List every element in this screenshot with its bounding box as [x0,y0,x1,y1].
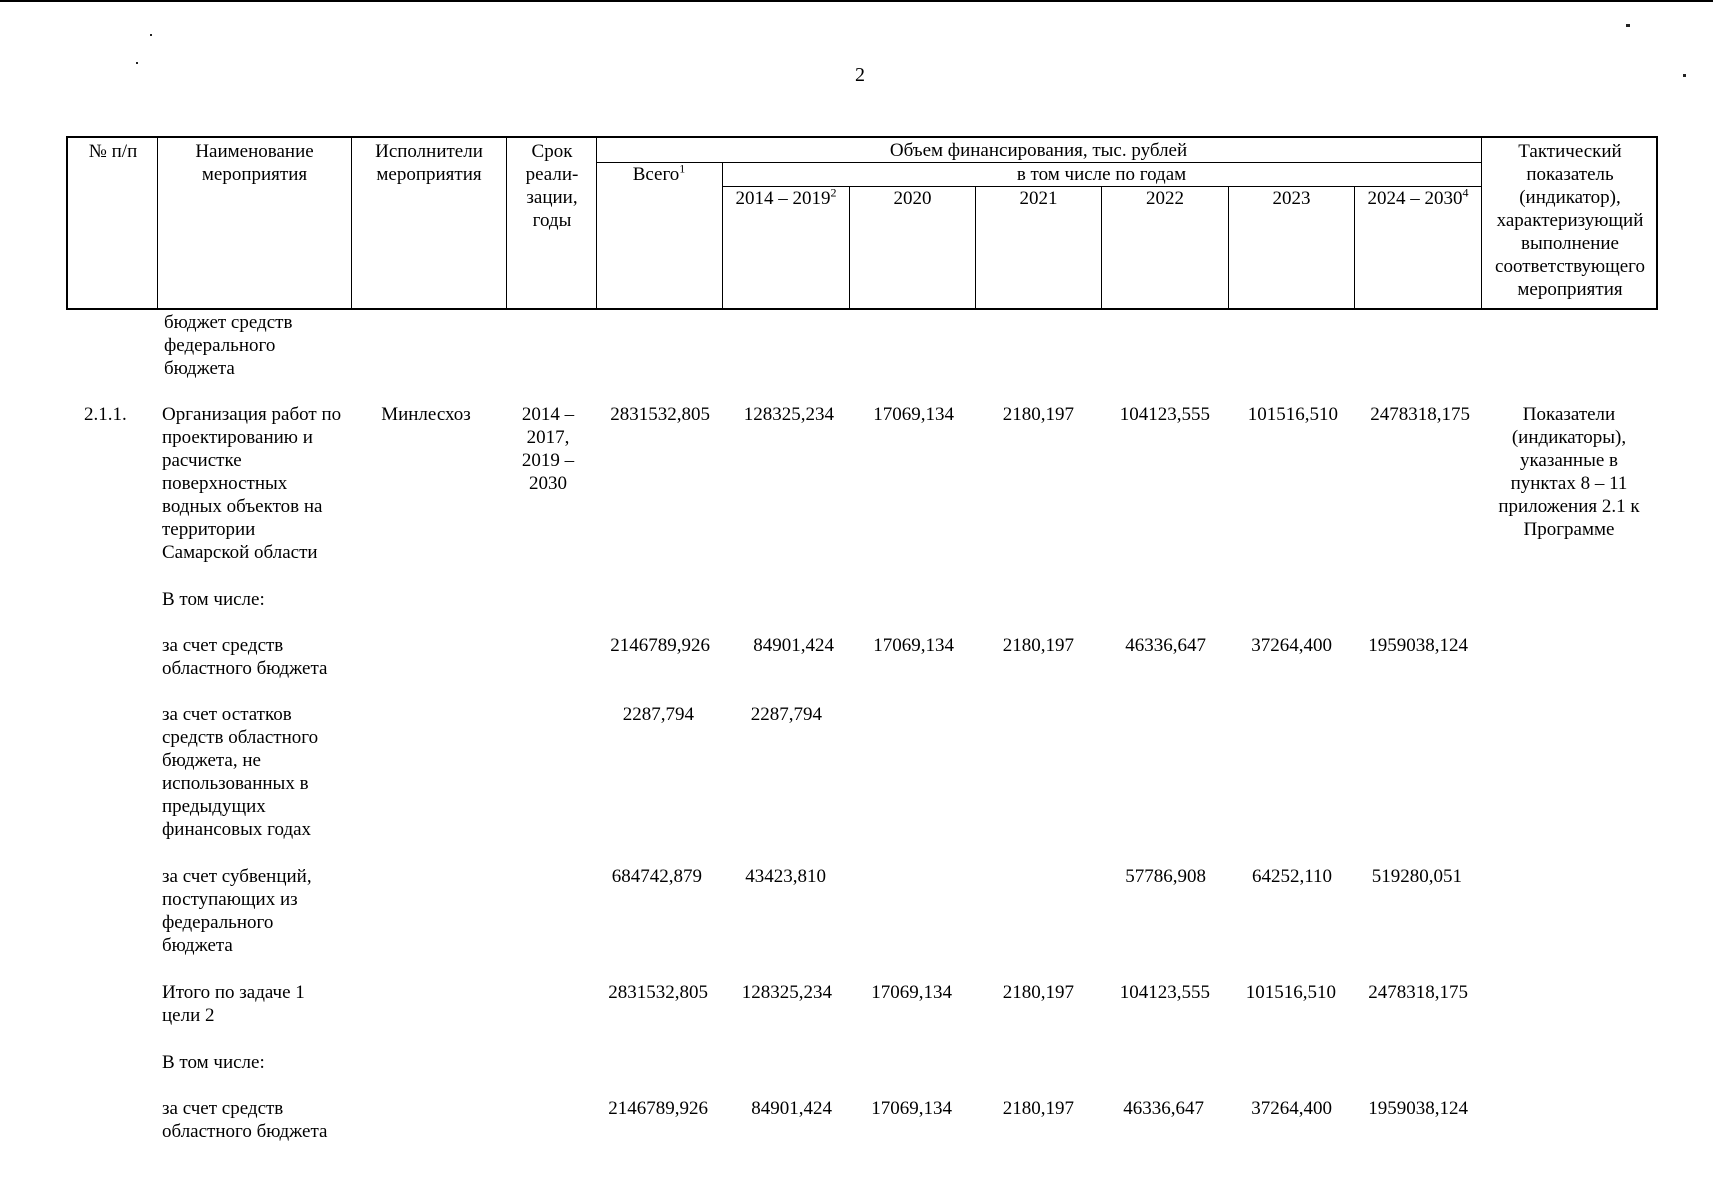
cell-y2024-2030: 519280,051 [1371,866,1462,887]
cell-y2020: 17069,134 [871,982,952,1003]
header-funding: Объем финансирования, тыс. рублей [889,140,1188,161]
cell-y2023: 37264,400 [1251,635,1332,656]
header-year-2022: 2022 [1146,188,1184,209]
header-name: Наименование мероприятия [195,141,314,185]
header-indicator: Тактический показатель (индикатор), характеризующий выполнение соответствующего мероприятия [1495,141,1645,300]
cell-y2020: 17069,134 [873,404,954,425]
cell-total: 2146789,926 [610,635,710,656]
cell-y2024-2030: 1959038,124 [1368,635,1468,656]
row-name: за счет средств областного бюджета [162,1098,328,1142]
table-header [66,136,1658,310]
cell-y2022: 104123,555 [1119,404,1210,425]
cell-y2022: 46336,647 [1123,1098,1204,1119]
header-divider [1354,186,1355,310]
cell-total: 684742,879 [611,866,702,887]
header-divider [157,138,158,310]
scan-speck [1626,24,1630,27]
cell-y2014-2019: 2287,794 [750,704,822,725]
cell-total: 2831532,805 [608,982,708,1003]
header-year-2021: 2021 [1019,188,1058,209]
row-name: за счет остатков средств областного бюджета, не использованных в предыдущих финансовых годах [162,704,319,840]
page-number: 2 [855,64,865,86]
cell-y2014-2019: 43423,810 [745,866,826,887]
cell-y2021: 2180,197 [1002,982,1074,1003]
header-year-2024-2030: 2024 – 2030$^4$ [1367,185,1469,209]
header-divider [722,162,723,310]
row-number: 2.1.1. [84,404,127,425]
cell-total: 2287,794 [622,704,694,725]
header-no: № п/п [88,141,138,162]
header-divider [506,138,507,310]
cell-total: 2831532,805 [610,404,710,425]
header-divider [596,138,597,310]
cell-y2020: 17069,134 [873,635,954,656]
cell-y2024-2030: 1959038,124 [1368,1098,1468,1119]
row-name: Организация работ по проектированию и расчистке поверхностных водных объектов на территории Самарской области [162,404,342,563]
header-period: Срок реали-зации, годы [525,141,579,231]
row-indicator: Показатели (индикаторы), указанные в пунктах 8 – 11 приложения 2.1 к Программе [1498,404,1640,540]
scan-speck [150,34,152,36]
scan-top-border [0,0,1713,2]
cell-y2014-2019: 84901,424 [751,1098,832,1119]
header-divider [1228,186,1229,310]
including-label: В том числе: [162,589,265,610]
scan-speck [136,62,138,64]
cell-y2024-2030: 2478318,175 [1370,404,1470,425]
cell-y2023: 101516,510 [1247,404,1338,425]
header-year-2014-2019: 2014 – 2019$^2$ [735,185,837,209]
cell-total: 2146789,926 [608,1098,708,1119]
header-by-years: в том числе по годам [1016,164,1187,185]
cell-y2021: 2180,197 [1002,404,1074,425]
row-name: за счет средств областного бюджета [162,635,328,679]
cell-y2024-2030: 2478318,175 [1368,982,1468,1003]
row-name: за счет субвенций, поступающих из федерального бюджета [162,866,312,956]
cell-y2022: 46336,647 [1125,635,1206,656]
cell-y2022: 104123,555 [1119,982,1210,1003]
cell-y2014-2019: 128325,234 [741,982,832,1003]
header-executors: Исполнители мероприятия [375,141,483,185]
cell-y2023: 64252,110 [1251,866,1332,887]
including-label: В том числе: [162,1052,265,1073]
row-period: 2014 – 2017, 2019 – 2030 [521,404,575,494]
cell-y2023: 37264,400 [1251,1098,1332,1119]
header-divider [975,186,976,310]
header-year-2020: 2020 [893,188,932,209]
cell-y2020: 17069,134 [871,1098,952,1119]
header-divider [1481,138,1482,310]
header-divider [351,138,352,310]
row-name: Итого по задаче 1 цели 2 [162,982,305,1026]
scan-speck [1683,74,1686,77]
header-total: Всего$^1$ [632,161,686,185]
cell-y2021: 2180,197 [1002,635,1074,656]
row-executor: Минлесхоз [381,404,471,425]
cell-y2023: 101516,510 [1245,982,1336,1003]
cell-y2022: 57786,908 [1125,866,1206,887]
header-year-2023: 2023 [1272,188,1311,209]
carryover-text: бюджет средств федерального бюджета [164,312,293,379]
header-divider [1101,186,1102,310]
header-divider [849,186,850,310]
cell-y2014-2019: 84901,424 [753,635,834,656]
cell-y2021: 2180,197 [1002,1098,1074,1119]
cell-y2014-2019: 128325,234 [743,404,834,425]
